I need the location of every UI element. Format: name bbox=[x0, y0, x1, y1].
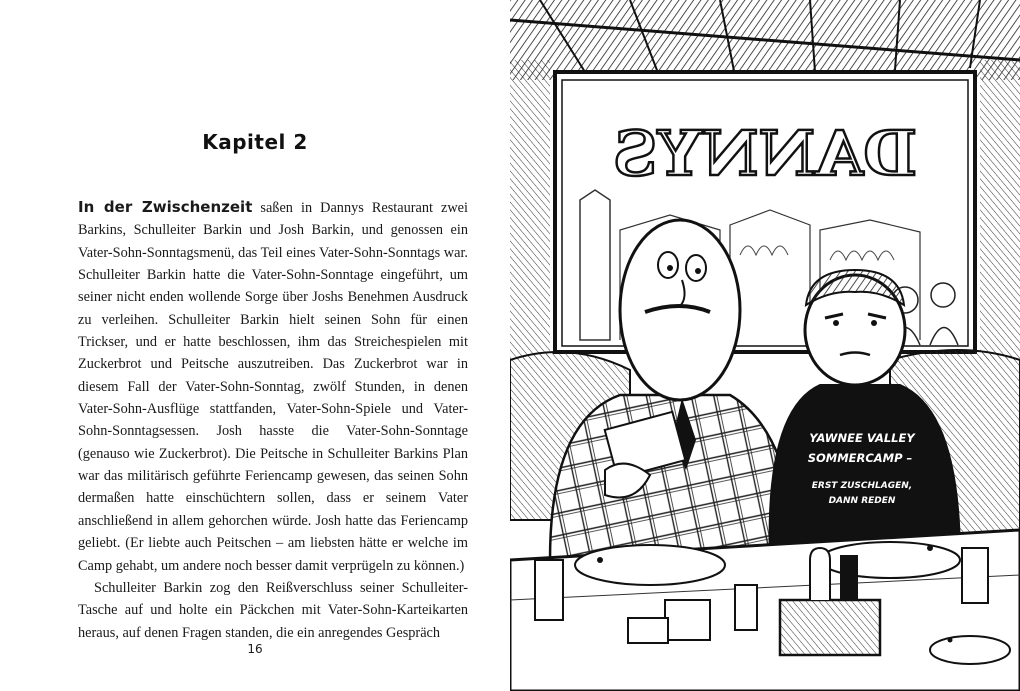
ceiling bbox=[510, 0, 1020, 80]
lead-in: In der Zwischenzeit bbox=[78, 198, 253, 216]
illustration-restaurant bbox=[510, 0, 1020, 691]
right-page bbox=[510, 0, 1020, 691]
window-sign: DANNYS bbox=[612, 117, 918, 190]
paragraph-1-text: saßen in Dannys Restaurant zwei Barkins, Schulleiter Barkin und Josh Barkin, und genossen ein Vater-Sohn-Sonntagsmenü, das Teil eines Vater-Sohn-Sonntags war. Schulleiter Barkin hatte die Vater-Sohn-Sonntage eingeführt, um seiner nicht enden wollende Sorge über Joshs Benehmen Ausdruck zu verleihen. Schulleiter Barkin hielt seinen Sohn für einen Trickser, und er hatte beschlossen, ihm das Streichespielen mit Zuckerbrot und Peitsche auszutreiben. Das Zuckerbrot war in diesem Fall der Vater-Sohn-Sonntag, zwölf Stunden, in denen Vater-Sohn-Ausflüge stattfanden, Vater-Sohn-Spiele und Vater-Sohn-Sonntagsessen. Josh hasste die Vater-Sohn-Sonntage (genauso wie Zuckerbrot). Die Peitsche in Schulleiter Barkins Plan war das militärisch geführte Feriencamp gewesen, das seinen Sohn dermaßen hatte einschüchtern sollen, dass er seinem Vater anschließend in allem gehorchen würde. Josh hatte das Feriencamp geliebt. (Er liebte auch Peitschen – am liebsten hätte er welche im Camp gehabt, um andere noch besser damit verprügeln zu können.) bbox=[78, 200, 468, 574]
shirt-line-1: YAWNEE VALLEY bbox=[809, 431, 915, 445]
table bbox=[510, 530, 1020, 691]
shirt-line-3: ERST ZUSCHLAGEN, bbox=[811, 481, 913, 491]
paragraph-2: Schulleiter Barkin zog den Reißverschluss seiner Schulleiter-Tasche auf und holte ein Päckchen mit Vater-Sohn-Karteikarten heraus, auf denen Fragen standen, die ein anregendes Gespräch bbox=[78, 579, 468, 641]
body-text bbox=[78, 196, 468, 644]
window bbox=[555, 72, 975, 352]
paragraph-1 bbox=[78, 196, 468, 577]
shirt-line-4: DANN REDEN bbox=[828, 496, 896, 506]
page-number: 16 bbox=[247, 642, 263, 656]
chapter-title: Kapitel 2 bbox=[202, 130, 308, 154]
shirt-line-2: SOMMERCAMP – bbox=[807, 451, 913, 465]
